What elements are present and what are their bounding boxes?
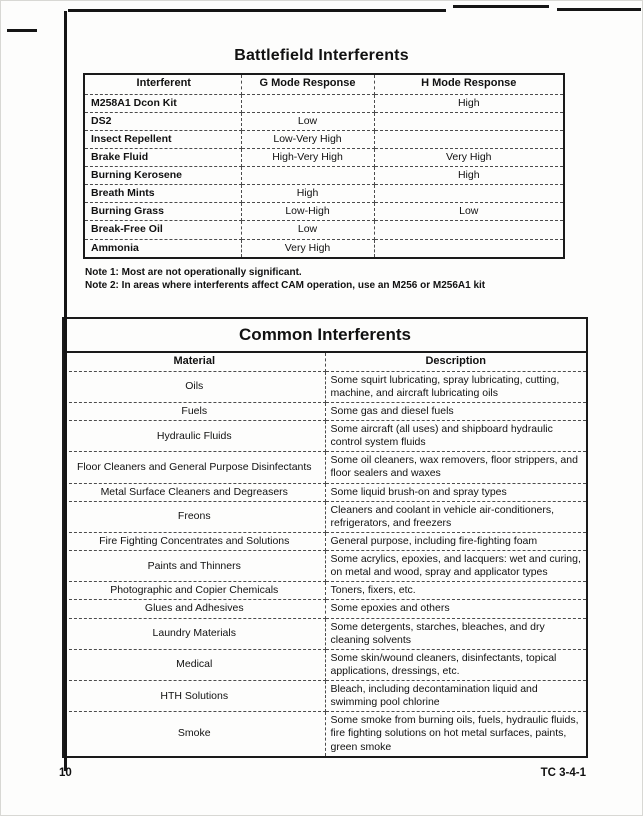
column-header-interferent: Interferent xyxy=(84,74,241,94)
table-row xyxy=(63,681,587,712)
g-mode-cell: Low xyxy=(241,112,374,130)
table-row xyxy=(63,582,587,600)
h-mode-cell xyxy=(374,239,564,258)
g-mode-cell: Low-High xyxy=(241,203,374,221)
material-cell: Smoke xyxy=(63,712,325,757)
g-mode-cell: Low xyxy=(241,221,374,239)
table-row xyxy=(63,551,587,582)
column-header-h-mode: H Mode Response xyxy=(374,74,564,94)
material-cell: Fire Fighting Concentrates and Solutions xyxy=(63,532,325,550)
interferent-cell: Insect Repellent xyxy=(84,130,241,148)
column-header-g-mode: G Mode Response xyxy=(241,74,374,94)
material-cell: Photographic and Copier Chemicals xyxy=(63,582,325,600)
table-row xyxy=(84,94,564,112)
table-row xyxy=(84,167,564,185)
interferent-cell: Break-Free Oil xyxy=(84,221,241,239)
h-mode-cell: Very High xyxy=(374,148,564,166)
description-cell: Some squirt lubricating, spray lubricating, cutting, machine, and aircraft lubricating oils xyxy=(325,371,587,402)
description-cell: Some acrylics, epoxies, and lacquers: wet and curing, on metal and wood, spray and applicator types xyxy=(325,551,587,582)
table-row xyxy=(63,712,587,757)
material-cell: Metal Surface Cleaners and Degreasers xyxy=(63,483,325,501)
description-cell: Some detergents, starches, bleaches, and dry cleaning solvents xyxy=(325,618,587,649)
table-row xyxy=(63,532,587,550)
table-row xyxy=(63,483,587,501)
header-row xyxy=(84,74,564,94)
table-notes xyxy=(85,266,642,293)
description-cell: Toners, fixers, etc. xyxy=(325,582,587,600)
battlefield-interferents-table xyxy=(83,73,565,259)
g-mode-cell xyxy=(241,94,374,112)
description-cell: Some liquid brush-on and spray types xyxy=(325,483,587,501)
g-mode-cell: Low-Very High xyxy=(241,130,374,148)
description-cell: Some skin/wound cleaners, disinfectants, topical applications, dressings, etc. xyxy=(325,649,587,680)
title-row xyxy=(63,318,587,352)
scan-artifact-top-right-line xyxy=(557,8,641,11)
description-cell: Some smoke from burning oils, fuels, hydraulic fluids, fire fighting solutions on hot metal surfaces, paints, green smoke xyxy=(325,712,587,757)
interferent-cell: Burning Grass xyxy=(84,203,241,221)
doc-reference: TC 3-4-1 xyxy=(540,767,586,779)
g-mode-cell: High xyxy=(241,185,374,203)
h-mode-cell: Low xyxy=(374,203,564,221)
description-cell: Some oil cleaners, wax removers, floor strippers, and floor sealers and waxes xyxy=(325,452,587,483)
scan-artifact-corner-dash xyxy=(7,29,37,32)
material-cell: Oils xyxy=(63,371,325,402)
description-cell: General purpose, including fire-fighting foam xyxy=(325,532,587,550)
interferent-cell: DS2 xyxy=(84,112,241,130)
table-row xyxy=(84,185,564,203)
scan-artifact-top-right-line xyxy=(453,5,549,8)
common-table-title: Common Interferents xyxy=(63,318,587,352)
table-row xyxy=(63,618,587,649)
table-row xyxy=(63,649,587,680)
h-mode-cell xyxy=(374,185,564,203)
material-cell: Fuels xyxy=(63,402,325,420)
description-cell: Bleach, including decontamination liquid and swimming pool chlorine xyxy=(325,681,587,712)
battlefield-table-title: Battlefield Interferents xyxy=(234,47,409,64)
interferent-cell: Breath Mints xyxy=(84,185,241,203)
g-mode-cell: Very High xyxy=(241,239,374,258)
table-row xyxy=(63,501,587,532)
material-cell: Paints and Thinners xyxy=(63,551,325,582)
interferent-cell: Burning Kerosene xyxy=(84,167,241,185)
interferent-cell: Ammonia xyxy=(84,239,241,258)
note-2: Note 2: In areas where interferents affect CAM operation, use an M256 or M256A1 kit xyxy=(85,280,486,292)
h-mode-cell: High xyxy=(374,94,564,112)
table-row xyxy=(84,130,564,148)
material-cell: Floor Cleaners and General Purpose Disinfectants xyxy=(63,452,325,483)
g-mode-cell: High-Very High xyxy=(241,148,374,166)
h-mode-cell xyxy=(374,130,564,148)
header-row xyxy=(63,352,587,371)
table-row xyxy=(84,112,564,130)
table-row xyxy=(84,221,564,239)
material-cell: Freons xyxy=(63,501,325,532)
description-cell: Cleaners and coolant in vehicle air-conditioners, refrigerators, and freezers xyxy=(325,501,587,532)
material-cell: Medical xyxy=(63,649,325,680)
g-mode-cell xyxy=(241,167,374,185)
note-1: Note 1: Most are not operationally significant. xyxy=(85,266,302,278)
column-header-description: Description xyxy=(325,352,587,371)
table-row xyxy=(63,371,587,402)
table-row xyxy=(63,600,587,618)
material-cell: Hydraulic Fluids xyxy=(63,421,325,452)
description-cell: Some aircraft (all uses) and shipboard hydraulic control system fluids xyxy=(325,421,587,452)
table-row xyxy=(84,148,564,166)
column-header-material: Material xyxy=(63,352,325,371)
common-interferents-table xyxy=(62,317,588,758)
interferent-cell: M258A1 Dcon Kit xyxy=(84,94,241,112)
h-mode-cell xyxy=(374,221,564,239)
description-cell: Some epoxies and others xyxy=(325,600,587,618)
table-row xyxy=(63,402,587,420)
interferent-cell: Brake Fluid xyxy=(84,148,241,166)
material-cell: Glues and Adhesives xyxy=(63,600,325,618)
material-cell: Laundry Materials xyxy=(63,618,325,649)
table-row xyxy=(63,421,587,452)
page-number: 10 xyxy=(59,767,72,779)
description-cell: Some gas and diesel fuels xyxy=(325,402,587,420)
table-row xyxy=(84,203,564,221)
scan-artifact-top-line xyxy=(68,9,446,12)
table-row xyxy=(84,239,564,258)
h-mode-cell xyxy=(374,112,564,130)
h-mode-cell: High xyxy=(374,167,564,185)
scan-artifact-left-line xyxy=(64,11,67,771)
table-row xyxy=(63,452,587,483)
material-cell: HTH Solutions xyxy=(63,681,325,712)
